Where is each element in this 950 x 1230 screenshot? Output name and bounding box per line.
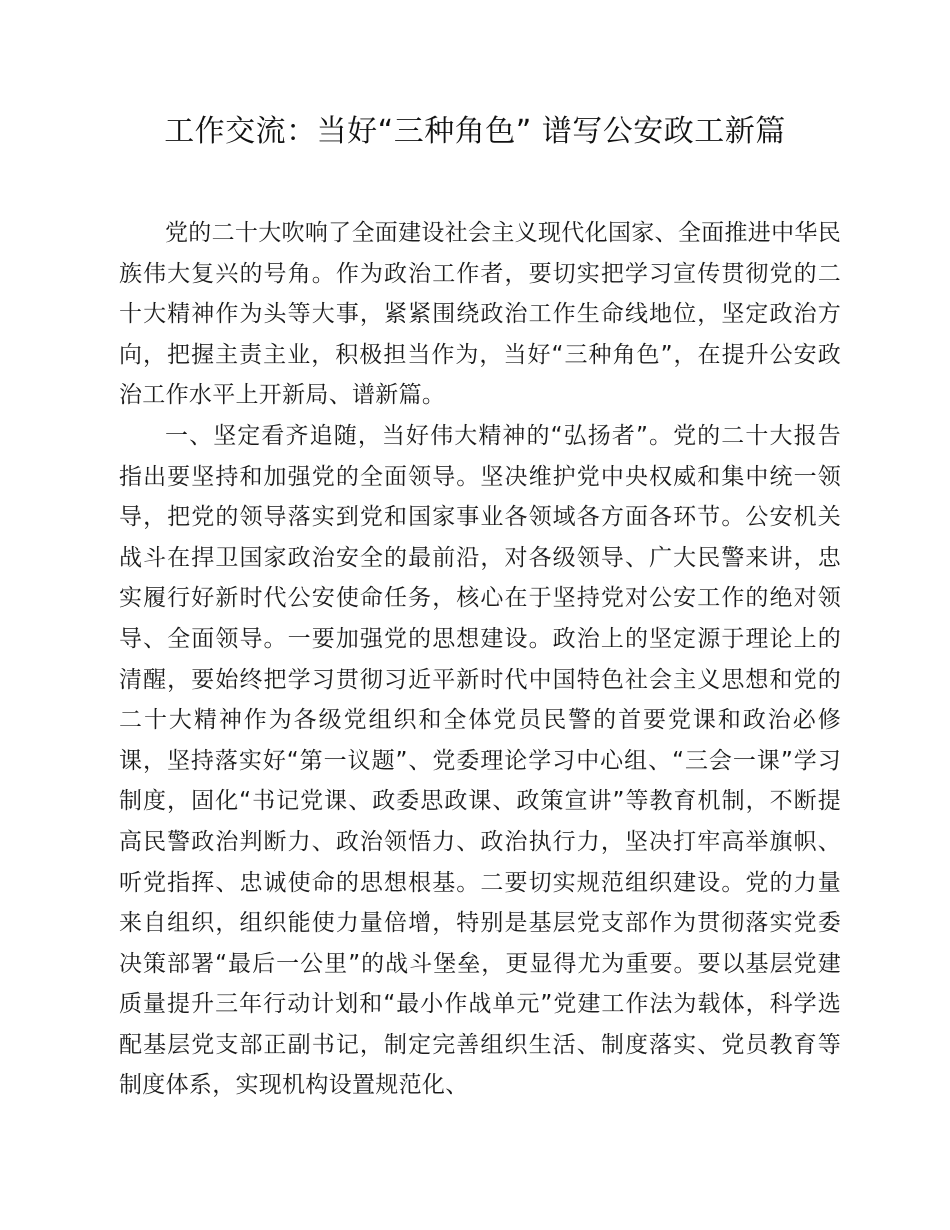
paragraph-section-one: 一、坚定看齐追随，当好伟大精神的“弘扬者”。党的二十大报告指出要坚持和加强党的全面领导。坚决维护党中央权威和集中统一领导，把党的领导落实到党和国家事业各领域各方面各环节。公安机关战斗在捍卫国家政治安全的最前沿，对各级领导、广大民警来讲，忠实履行好新时代公安使命任务，核心在于坚持党对公安工作的绝对领导、全面领导。一要加强党的思想建设。政治上的坚定源于理论上的清醒，要始终把学习贯彻习近平新时代中国特色社会主义思想和党的二十大精神作为各级党组织和全体党员民警的首要党课和政治必修课，坚持落实好“第一议题”、党委理论学习中心组、“三会一课”学习制度，固化“书记党课、政委思政课、政策宣讲”等教育机制，不断提高民警政治判断力、政治领悟力、政治执行力，坚决打牢高举旗帜、听党指挥、忠诚使命的思想根基。二要切实规范组织建设。党的力量来自组织，组织能使力量倍增，特别是基层党支部作为贯彻落实党委决策部署“最后一公里”的战斗堡垒，更显得尤为重要。要以基层党建质量提升三年行动计划和“最小作战单元”党建工作法为载体，科学选配基层党支部正副书记，制定完善组织生活、制度落实、党员教育等制度体系，实现机构设置规范化、 (119, 422, 841, 1099)
document-title: 工作交流：当好“三种角色” 谱写公安政工新篇 (164, 114, 786, 149)
paragraph-intro: 党的二十大吹响了全面建设社会主义现代化国家、全面推进中华民族伟大复兴的号角。作为政治工作者，要切实把学习宣传贯彻党的二十大精神作为头等大事，紧紧围绕政治工作生命线地位，坚定政治方向，把握主责主业，积极担当作为，当好“三种角色”，在提升公安政治工作水平上开新局、谱新篇。 (119, 220, 841, 409)
document-body (119, 213, 841, 1106)
